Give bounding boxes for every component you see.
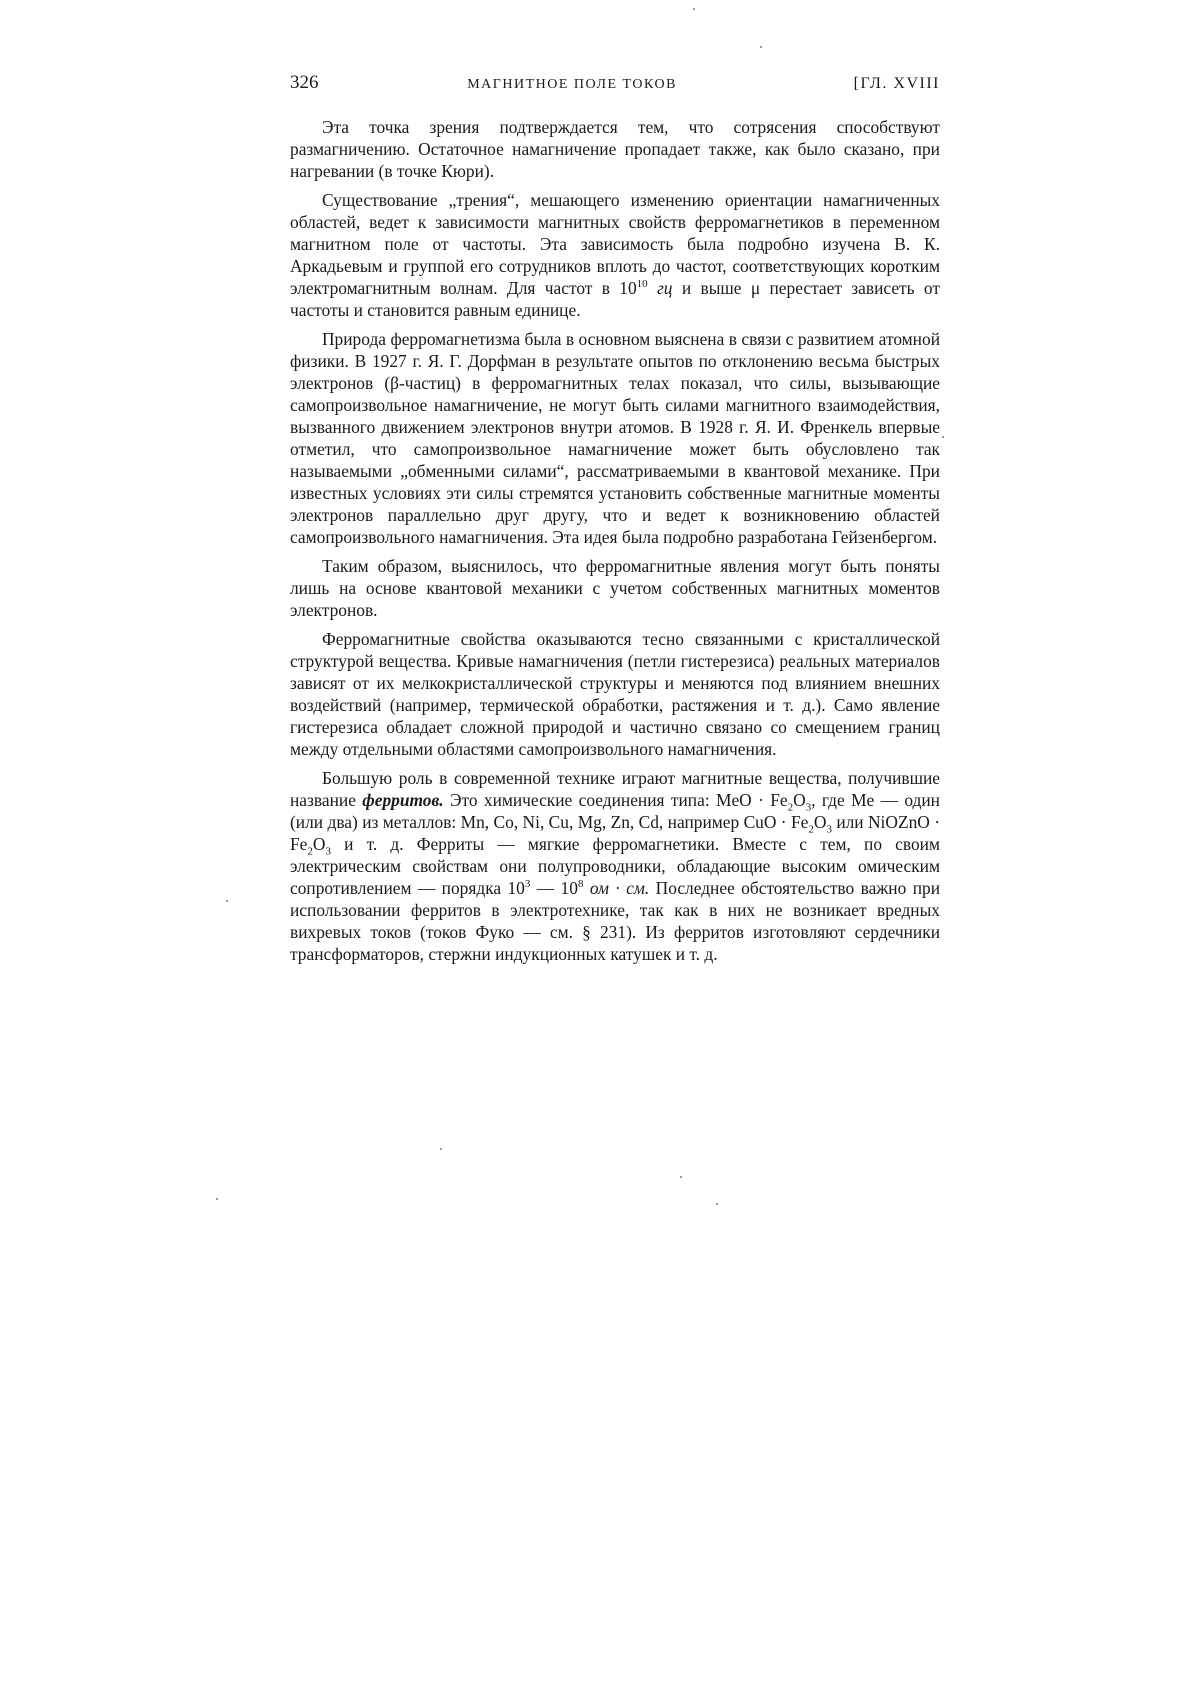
running-title: МАГНИТНОЕ ПОЛЕ ТОКОВ [467,77,677,92]
text-run: 2 [307,845,313,858]
paragraph-p4 [290,555,940,621]
text-run: и выше μ перестает зависеть от частоты и становится равным единице. [290,278,940,320]
text-run: 8 [577,878,584,891]
text-run: ом · см. [589,878,650,898]
text-run: Большую роль в современной технике играют магнитные вещества, получившие название [290,768,940,810]
text-run: или NiOZnO · Fe [290,812,940,854]
text-run: 3 [826,823,832,836]
body-text [290,116,940,965]
text-run: Эта точка зрения подтверждается тем, что сотрясения способствуют размагничению. Остаточное намагничение пропадает также, как было сказано, при нагревании (в точке Кюри). [290,117,940,181]
book-page [290,72,940,972]
text-run: Ферромагнитные свойства оказываются тесно связанными с кристаллической структурой вещества. Кривые намагничения (петли гистерезиса) реальных материалов зависят от их мелкокристаллической структуры и меняются под влиянием внешних воздействий (например, термической обработки, растяжения и т. д.). Само явление гистерезиса обладает сложной природой и частично связано со смещением границ между отдельными областями самопроизвольного намагничения. [290,629,940,759]
text-run: ферритов. [362,790,444,810]
page-number: 326 [290,72,319,93]
text-run: гц [657,278,673,298]
text-run: Последнее обстоятельство важно при использовании ферритов в электротехнике, так как в них не возникает вредных вихревых токов (токов Фуко — см. § 231). Из ферритов изготовляют сердечники трансформаторов, стержни индукционных катушек и т. д. [290,878,940,964]
scan-speck [440,1148,442,1150]
text-run: 3 [325,845,331,858]
paragraph-p2 [290,189,940,321]
text-run: Таким образом, выяснилось, что ферромагнитные явления могут быть поняты лишь на основе квантовой механики с учетом собственных магнитных моментов электронов. [290,556,940,620]
text-run: 10 [636,278,648,291]
text-run: 3 [524,878,531,891]
text-run: Природа ферромагнетизма была в основном выяснена в связи с развитием атомной физики. В 1927 г. Я. Г. Дорфман в результате опытов по отклонению весьма быстрых электронов (β-частиц) в ферромагнитных телах показал, что силы, вызывающие самопроизвольное намагничение, не могут быть силами магнитного взаимодействия, вызванного движением электронов внутри атомов. В 1928 г. Я. И. Френкель впервые отметил, что самопроизвольное намагничение может быть обусловлено так называемыми „обменными силами“, рассматриваемыми в квантовой механике. При известных условиях эти силы стремятся установить собственные магнитные моменты электронов параллельно друг другу, что и ведет к возникновению областей самопроизвольного намагничения. Эта идея была подробно разработана Гейзенбергом. [290,329,940,547]
text-run: 2 [787,801,794,814]
text-run: 3 [805,801,812,814]
paragraph-p6 [290,767,940,965]
scan-speck [680,1176,682,1178]
paragraph-p1 [290,116,940,182]
running-head [290,72,940,94]
text-run: O [312,834,326,854]
chapter-label: [ГЛ. XVIII [853,75,940,92]
scan-speck [226,900,228,902]
paragraph-p3 [290,328,940,548]
paragraph-p5 [290,628,940,760]
text-run [648,278,657,298]
text-run: и т. д. Ферриты — мягкие ферромагнетики. Вместе с тем, по своим электрическим свойствам они полупроводники, обладающие высоким омическим сопротивлением — порядка 10 [290,834,940,898]
text-run: O [793,790,806,810]
text-run: O [813,812,827,832]
text-run: Существование „трения“, мешающего изменению ориентации намагниченных областей, ведет к зависимости магнитных свойств ферромагнетиков в переменном магнитном поле от частоты. Эта зависимость была подробно изучена В. К. Аркадьевым и группой его сотрудников вплоть до частот, соответствующих коротким электромагнитным волнам. Для частот в 10 [290,190,940,298]
text-run: — 10 [530,878,578,898]
scan-speck [942,436,944,438]
scan-speck [216,1198,218,1200]
scan-speck [693,8,695,10]
text-run: Это химические соединения типа: MeO · Fe [443,790,788,810]
scan-speck [760,46,762,48]
text-run: 2 [808,823,814,836]
text-run: , где Me — один (или два) из металлов: Mn, Co, Ni, Cu, Mg, Zn, Cd, например CuO · Fe [290,790,940,832]
scan-speck [716,1203,718,1205]
